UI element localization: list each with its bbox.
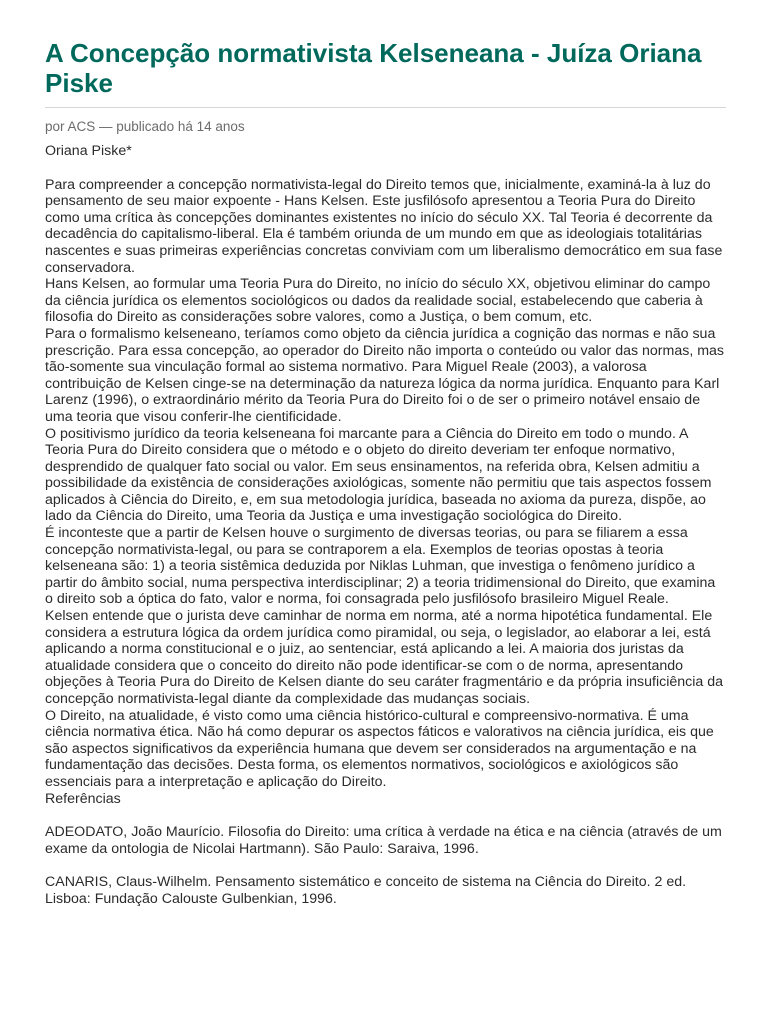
- article-paragraph: Para o formalismo kelseneano, teríamos como objeto da ciência jurídica a cognição das normas e não sua prescrição. Para essa concepção, ao operador do Direito não importa o conteúdo ou valor das normas, mas tão-somente sua vinculação formal ao sistema normativo. Para Miguel Reale (2003), a valorosa contribuição de Kelsen cinge-se na determinação da natureza lógica da norma jurídica. Enquanto para Karl Larenz (1996), o extraordinário mérito da Teoria Pura do Direito foi o de ser o primeiro notável ensaio de uma teoria que visou conferir-lhe cientificidade.: [45, 325, 725, 425]
- title-divider: [45, 107, 726, 108]
- article-paragraph: É inconteste que a partir de Kelsen houve o surgimento de diversas teorias, ou para se filiarem a essa concepção normativista-legal, ou para se contraporem a ela. Exemplos de teorias opostas à teoria kelseneana são: 1) a teoria sistêmica deduzida por Niklas Luhman, que investiga o fenômeno jurídico a partir do âmbito social, numa perspectiva interdisciplinar; 2) a teoria tridimensional do Direito, que examina o direito sob a óptica do fato, valor e norma, foi consagrada pelo jusfilósofo brasileiro Miguel Reale.: [45, 525, 716, 608]
- article-paragraph: O positivismo jurídico da teoria kelseneana foi marcante para a Ciência do Direito em todo o mundo. A Teoria Pura do Direito considera que o método e o objeto do direito deveriam ter enfoque normativo, desprendido de qualquer fato social ou valor. Em seus ensinamentos, na referida obra, Kelsen admitiu a possibilidade da existência de considerações axiológicas, somente não permitiu que tais aspectos fossem aplicados à Ciência do Direito, e, em sua metodologia jurídica, baseada no axioma da pureza, dispõe, ao lado da Ciência do Direito, uma Teoria da Justiça e uma investigação sociológica do Direito.: [45, 425, 712, 525]
- article-paragraph: Kelsen entende que o jurista deve caminhar de norma em norma, até a norma hipotética fundamental. Ele considera a estrutura lógica da ordem jurídica como piramidal, ou seja, o legislador, ao elaborar a lei, está aplicando a norma constitucional e o juiz, ao sentenciar, está aplicando a lei. A maioria dos juristas da atualidade considera que o conceito do direito não pode identificar-se com o de norma, apresentando objeções à Teoria Pura do Direito de Kelsen diante do seu caráter fragmentário e da própria insuficiência da concepção normativista-legal diante da complexidade das mudanças sociais.: [45, 608, 723, 707]
- references-heading: Referências: [45, 790, 121, 807]
- article-title: A Concepção normativista Kelseneana - Juíza Oriana Piske: [45, 38, 702, 98]
- article-meta: por ACS — publicado há 14 anos: [45, 119, 245, 134]
- reference-item: ADEODATO, João Maurício. Filosofia do Direito: uma crítica à verdade na ética e na ciência (através de um exame da ontologia de Nicolai Hartmann). São Paulo: Saraiva, 1996.: [45, 824, 722, 857]
- reference-item: CANARIS, Claus-Wilhelm. Pensamento sistemático e conceito de sistema na Ciência do Direito. 2 ed. Lisboa: Fundação Calouste Gulbenkian, 1996.: [45, 874, 687, 907]
- article-paragraph: Para compreender a concepção normativista-legal do Direito temos que, inicialmente, examiná-la à luz do pensamento de seu maior expoente - Hans Kelsen. Este jusfilósofo apresentou a Teoria Pura do Direito como uma crítica às concepções dominantes existentes no início do século XX. Tal Teoria é decorrente da decadência do capitalismo-liberal. Ela é também oriunda de um mundo em que as ideologiais totalitárias nascentes e suas primeiras experiências concretas conviviam com um liberalismo democrático em sua fase conservadora.: [45, 176, 723, 276]
- article-body: [45, 177, 726, 791]
- article-paragraph: Hans Kelsen, ao formular uma Teoria Pura do Direito, no início do século XX, objetivou eliminar do campo da ciência jurídica os elementos sociológicos ou dados da realidade social, estabelecendo que caberia à filosofia do Direito as considerações sobre valores, como a Justiça, o bem comum, etc.: [45, 276, 711, 326]
- article-paragraph: O Direito, na atualidade, é visto como uma ciência histórico-cultural e compreensivo-normativa. É uma ciência normativa ética. Não há como depurar os aspectos fáticos e valorativos na ciência jurídica, eis que são aspectos significativos da experiência humana que devem ser considerados na argumentação e na fundamentação das decisões. Desta forma, os elementos normativos, sociológicos e axiológicos são essenciais para a interpretação e aplicação do Direito.: [45, 707, 714, 790]
- article-author: Oriana Piske*: [45, 143, 132, 159]
